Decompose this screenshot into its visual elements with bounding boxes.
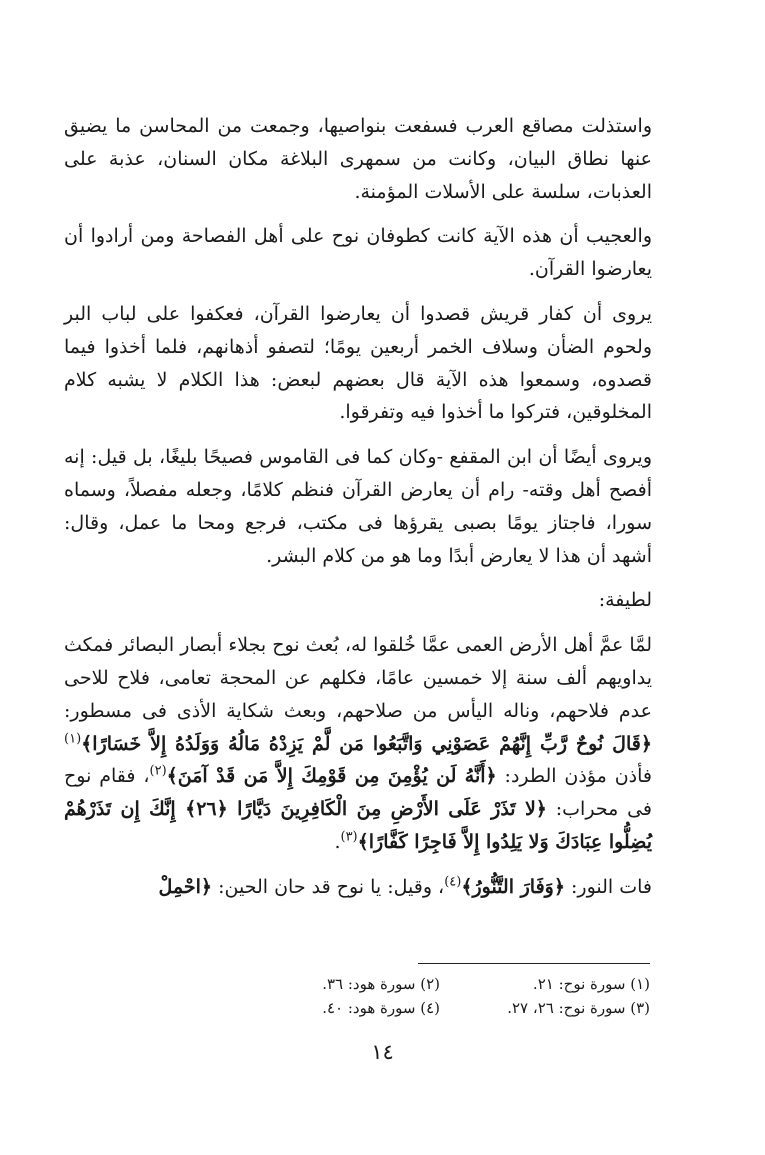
text-segment: ويروى أيضًا أن ابن المقفع -وكان كما فى القاموس فصيحًا بليغًا، بل قيل: إنه أفصح أهل وقته- رام أن يعارض القرآن فنظم كلامًا، وجعله مفصلاً، وسماه سورا، فاجتاز يومًا بصبى يقرؤها فى مكتب، فرجع ومحا ما عمل، وقال: أشهد أن هذا لا يعارض أبدًا وما هو من كلام البشر.: [64, 446, 652, 567]
quran-verse: ﴿لا تَذَرْ عَلَى الأَرْضِ مِنَ الْكَافِرِينَ دَيَّارًا ﴿٢٦﴾ إِنَّكَ إِن تَذَرْهُمْ يُضِلُّوا عِبَادَكَ وَلا يَلِدُوا إِلاَّ فَاجِرًا كَفَّارًا﴾: [64, 798, 652, 853]
footnote: (٣) سورة نوح: ٢٦، ٢٧.: [507, 999, 650, 1017]
text-segment: لطيفة:: [598, 589, 652, 612]
quran-verse: ﴿أَنَّهُ لَن يُؤْمِنَ مِن قَوْمِكَ إِلاَّ مَن قَدْ آمَنَ﴾: [166, 765, 497, 788]
text-segment: لمَّا عمَّ أهل الأرض العمى عمَّا خُلقوا له، بُعث نوح بجلاء أبصار البصائر فمكث يداويهم ألف سنة إلا خمسين عامًا، فكلهم عن المحجة تعامى، فلاح للاحى عدم فلاحهم، وناله اليأس من صلاحهم، وبعث شكاية الأذى فى مسطور:: [64, 634, 652, 722]
paragraph: [64, 220, 652, 286]
footnote-row: [230, 972, 650, 996]
text-segment: والعجيب أن هذه الآية كانت كطوفان نوح على أهل الفصاحة ومن أرادوا أن يعارضوا القرآن.: [64, 225, 652, 281]
paragraph: [64, 629, 652, 859]
footnote: (١) سورة نوح: ٢١.: [532, 975, 650, 993]
footnote: (٢) سورة هود: ٣٦.: [322, 975, 440, 993]
paragraph: [64, 298, 652, 429]
text-segment: .: [334, 830, 341, 853]
footnote-separator: [418, 963, 650, 964]
text-segment: ، وقيل: يا نوح قد حان الحين:: [212, 875, 445, 898]
footnote-row: [230, 996, 650, 1020]
footnote-ref: (٣): [340, 829, 358, 845]
text-segment: ، فقام نوح فى محراب:: [64, 765, 652, 821]
quran-verse: ﴿قَالَ نُوحٌ رَّبِّ إِنَّهُمْ عَصَوْنِي وَاتَّبَعُوا مَن لَّمْ يَزِدْهُ مَالُهُ وَوَلَدُهُ إِلاَّ خَسَارًا﴾: [81, 732, 652, 755]
quran-verse: ﴿احْمِلْ: [158, 875, 213, 898]
paragraph: [64, 110, 652, 208]
page-number: ١٤: [371, 1040, 394, 1064]
text-segment: يروى أن كفار قريش قصدوا أن يعارضوا القرآن، فعكفوا على لباب البر ولحوم الضأن وسلاف الخمر أربعين يومًا؛ لتصفو أذهانهم، فلما أخذوا فيما قصدوه، وسمعوا هذه الآية قال بعضهم لبعض: هذا الكلام لا يشبه كلام المخلوقين، فتركوا ما أخذوا فيه وتفرقوا.: [64, 302, 652, 424]
text-segment: واستذلت مصاقع العرب فسفعت بنواصيها، وجمعت من المحاسن ما يضيق عنها نطاق البيان، وكانت من سمهرى البلاغة مكان السنان، عذبة على العذبات، سلسة على الأسلات المؤمنة.: [64, 115, 652, 203]
text-segment: فات النور:: [564, 875, 652, 898]
text-segment: فأذن مؤذن الطرد:: [496, 765, 652, 788]
main-text: [64, 110, 652, 904]
footnote-ref: (٤): [444, 874, 462, 890]
footnote-ref: (٢): [149, 764, 167, 780]
paragraph: [64, 584, 652, 617]
footnote-ref: (١): [64, 731, 82, 747]
quran-verse: ﴿وَفَارَ التَّنُّورُ﴾: [461, 875, 565, 898]
footnotes: [230, 972, 650, 1020]
footnote: (٤) سورة هود: ٤٠.: [322, 999, 440, 1017]
paragraph: [64, 441, 652, 572]
paragraph: [64, 871, 652, 904]
